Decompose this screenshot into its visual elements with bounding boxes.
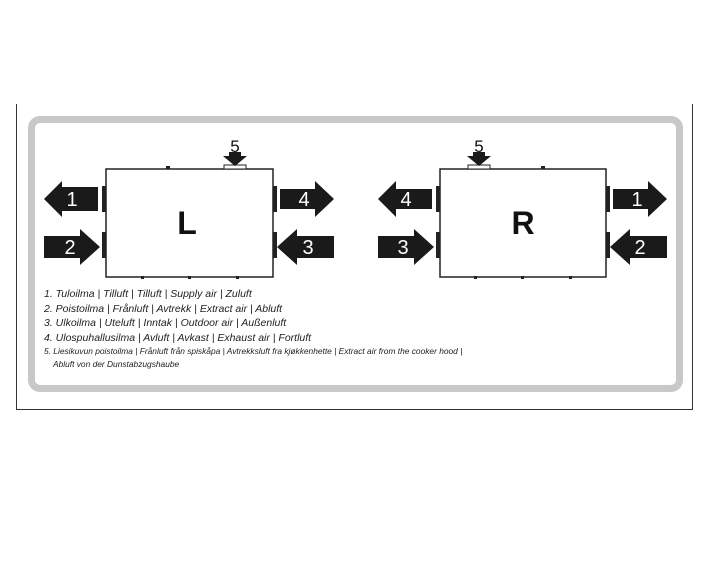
unit-R-arrow-4 — [378, 181, 432, 217]
unit-R-port-right-bottom — [606, 232, 610, 258]
svg-text:1: 1 — [631, 189, 643, 211]
unit-R-port-right-top — [606, 186, 610, 212]
unit-R-arrow-2 — [610, 229, 667, 265]
unit-R-port-left-top — [436, 186, 440, 212]
svg-text:5: 5 — [230, 137, 240, 156]
legend-item-3: 3. Ulkoilma | Uteluft | Inntak | Outdoor air | Außenluft — [44, 317, 287, 329]
legend-note-5-continued: Abluft von der Dunstabzugshaube — [53, 359, 180, 369]
unit-L-arrow-1 — [44, 181, 98, 217]
unit-R-arrow-3 — [378, 229, 434, 265]
unit-L-arrow-2 — [44, 229, 100, 265]
unit-R-label: R — [511, 205, 535, 241]
legend-item-1: 1. Tuloilma | Tilluft | Tilluft | Supply air | Zuluft — [44, 288, 252, 300]
svg-text:3: 3 — [302, 237, 314, 259]
unit-L-port-left-bottom — [102, 232, 106, 258]
legend — [44, 287, 664, 371]
unit-L — [44, 137, 334, 279]
unit-L-label: L — [177, 205, 197, 241]
unit-L-port-right-bottom — [273, 232, 277, 258]
svg-text:2: 2 — [64, 237, 76, 259]
svg-text:1: 1 — [66, 189, 78, 211]
unit-R-arrow-5 — [467, 137, 491, 166]
svg-text:2: 2 — [634, 237, 646, 259]
unit-R-port-left-bottom — [436, 232, 440, 258]
legend-item-2: 2. Poistoilma | Frånluft | Avtrekk | Extract air | Abluft — [44, 302, 283, 315]
unit-L-port-left-top — [102, 186, 106, 212]
unit-L-arrow-4 — [280, 181, 334, 217]
legend-note-5: 5. Liesikuvun poistoilma | Frånluft från spiskåpa | Avtrekksluft fra kjøkkenhette | Extract air from the cooker hood | — [44, 346, 463, 356]
unit-L-port-right-top — [273, 186, 277, 212]
legend-item-4: 4. Ulospuhallusilma | Avluft | Avkast | Exhaust air | Fortluft — [44, 331, 312, 344]
svg-text:4: 4 — [400, 189, 412, 211]
svg-text:4: 4 — [298, 189, 310, 211]
svg-text:5: 5 — [474, 137, 484, 156]
unit-R — [378, 137, 667, 279]
unit-R-arrow-1 — [613, 181, 667, 217]
unit-L-arrow-3 — [277, 229, 334, 265]
unit-L-arrow-5 — [223, 137, 247, 166]
svg-text:3: 3 — [397, 237, 409, 259]
